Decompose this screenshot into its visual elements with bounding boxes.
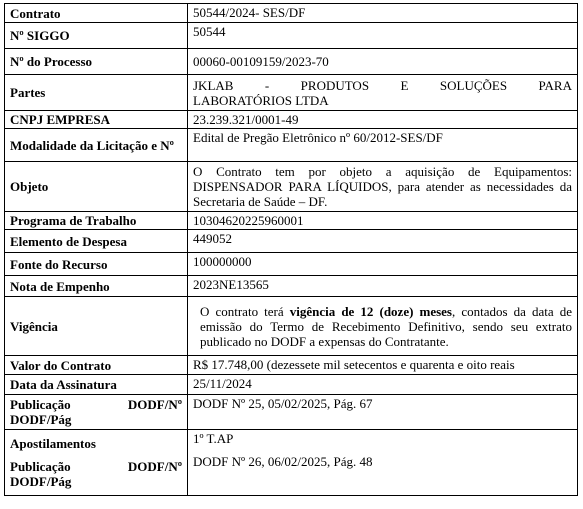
value-empenho: 2023NE13565 <box>188 276 578 297</box>
label-valor: Valor do Contrato <box>5 356 188 375</box>
label-processo: Nº do Processo <box>5 49 188 75</box>
value-objeto: O Contrato tem por objeto a aquisição de Equipamentos: DISPENSADOR PARA LÍQUIDOS, para atender as necessidades da Secretaria de Saúde – DF. <box>188 162 578 212</box>
row-siggo <box>5 23 578 49</box>
apostilamentos-value-1: 1º T.AP <box>193 431 234 446</box>
label-empenho: Nota de Empenho <box>5 276 188 297</box>
row-programa <box>5 212 578 230</box>
apostilamentos-publicacao-line-1 <box>10 459 182 474</box>
row-publicacao <box>5 395 578 430</box>
vigencia-text-pre: O contrato terá <box>200 303 290 319</box>
apostilamentos-label: Apostilamentos <box>10 436 96 451</box>
label-partes: Partes <box>5 75 188 111</box>
value-elemento: 449052 <box>188 230 578 253</box>
value-apostilamentos <box>188 430 578 496</box>
row-empenho <box>5 276 578 297</box>
row-elemento <box>5 230 578 253</box>
value-cnpj: 23.239.321/0001-49 <box>188 111 578 129</box>
label-siggo: Nº SIGGO <box>5 23 188 49</box>
label-assinatura: Data da Assinatura <box>5 375 188 395</box>
value-contrato: 50544/2024- SES/DF <box>188 4 578 23</box>
label-objeto: Objeto <box>5 162 188 212</box>
partes-line-1: JKLAB - PRODUTOS E SOLUÇÕES PARA <box>193 77 572 93</box>
row-apostilamentos <box>5 430 578 496</box>
value-processo: 00060-00109159/2023-70 <box>188 49 578 75</box>
apostilamentos-label-c: DODF/Pág <box>10 474 72 489</box>
publicacao-label-line-1 <box>10 397 182 412</box>
contract-summary-table <box>4 3 578 496</box>
value-programa: 10304620225960001 <box>188 212 578 230</box>
row-modalidade <box>5 129 578 162</box>
row-fonte <box>5 253 578 276</box>
partes-line-2: LABORATÓRIOS LTDA <box>193 92 329 108</box>
apostilamentos-value-2: DODF Nº 26, 06/02/2025, Pág. 48 <box>193 454 373 469</box>
value-modalidade: Edital de Pregão Eletrônico nº 60/2012-SES/DF <box>188 129 578 162</box>
value-fonte: 100000000 <box>188 253 578 276</box>
row-processo <box>5 49 578 75</box>
label-publicacao <box>5 395 188 430</box>
row-valor <box>5 356 578 375</box>
apostilamentos-label-a: Publicação <box>10 459 71 474</box>
row-cnpj <box>5 111 578 129</box>
value-assinatura: 25/11/2024 <box>188 375 578 395</box>
value-publicacao: DODF Nº 25, 05/02/2025, Pág. 67 <box>188 395 578 430</box>
value-vigencia <box>188 297 578 356</box>
publicacao-label-b: DODF/Nº <box>127 397 182 412</box>
row-contrato <box>5 4 578 23</box>
value-valor: R$ 17.748,00 (dezessete mil setecentos e quarenta e oito reais <box>188 356 578 375</box>
vigencia-text-bold: vigência de 12 (doze) meses <box>289 303 452 319</box>
publicacao-label-c: DODF/Pág <box>10 412 72 427</box>
label-cnpj: CNPJ EMPRESA <box>5 111 188 129</box>
label-modalidade: Modalidade da Licitação e Nº <box>5 129 188 162</box>
label-vigencia: Vigência <box>5 297 188 356</box>
value-siggo: 50544 <box>188 23 578 49</box>
row-assinatura <box>5 375 578 395</box>
row-partes <box>5 75 578 111</box>
label-elemento: Elemento de Despesa <box>5 230 188 253</box>
row-objeto <box>5 162 578 212</box>
label-contrato: Contrato <box>5 4 188 23</box>
apostilamentos-label-b: DODF/Nº <box>127 459 182 474</box>
label-programa: Programa de Trabalho <box>5 212 188 230</box>
vigencia-text-post: , contados da data de emissão do Termo de Recebimento Definitivo, sendo seu extrato publicado no DODF a expensas do Contratante. <box>200 303 572 349</box>
value-partes <box>188 75 578 111</box>
label-apostilamentos <box>5 430 188 496</box>
label-fonte: Fonte do Recurso <box>5 253 188 276</box>
publicacao-label-a: Publicação <box>10 397 71 412</box>
row-vigencia <box>5 297 578 356</box>
